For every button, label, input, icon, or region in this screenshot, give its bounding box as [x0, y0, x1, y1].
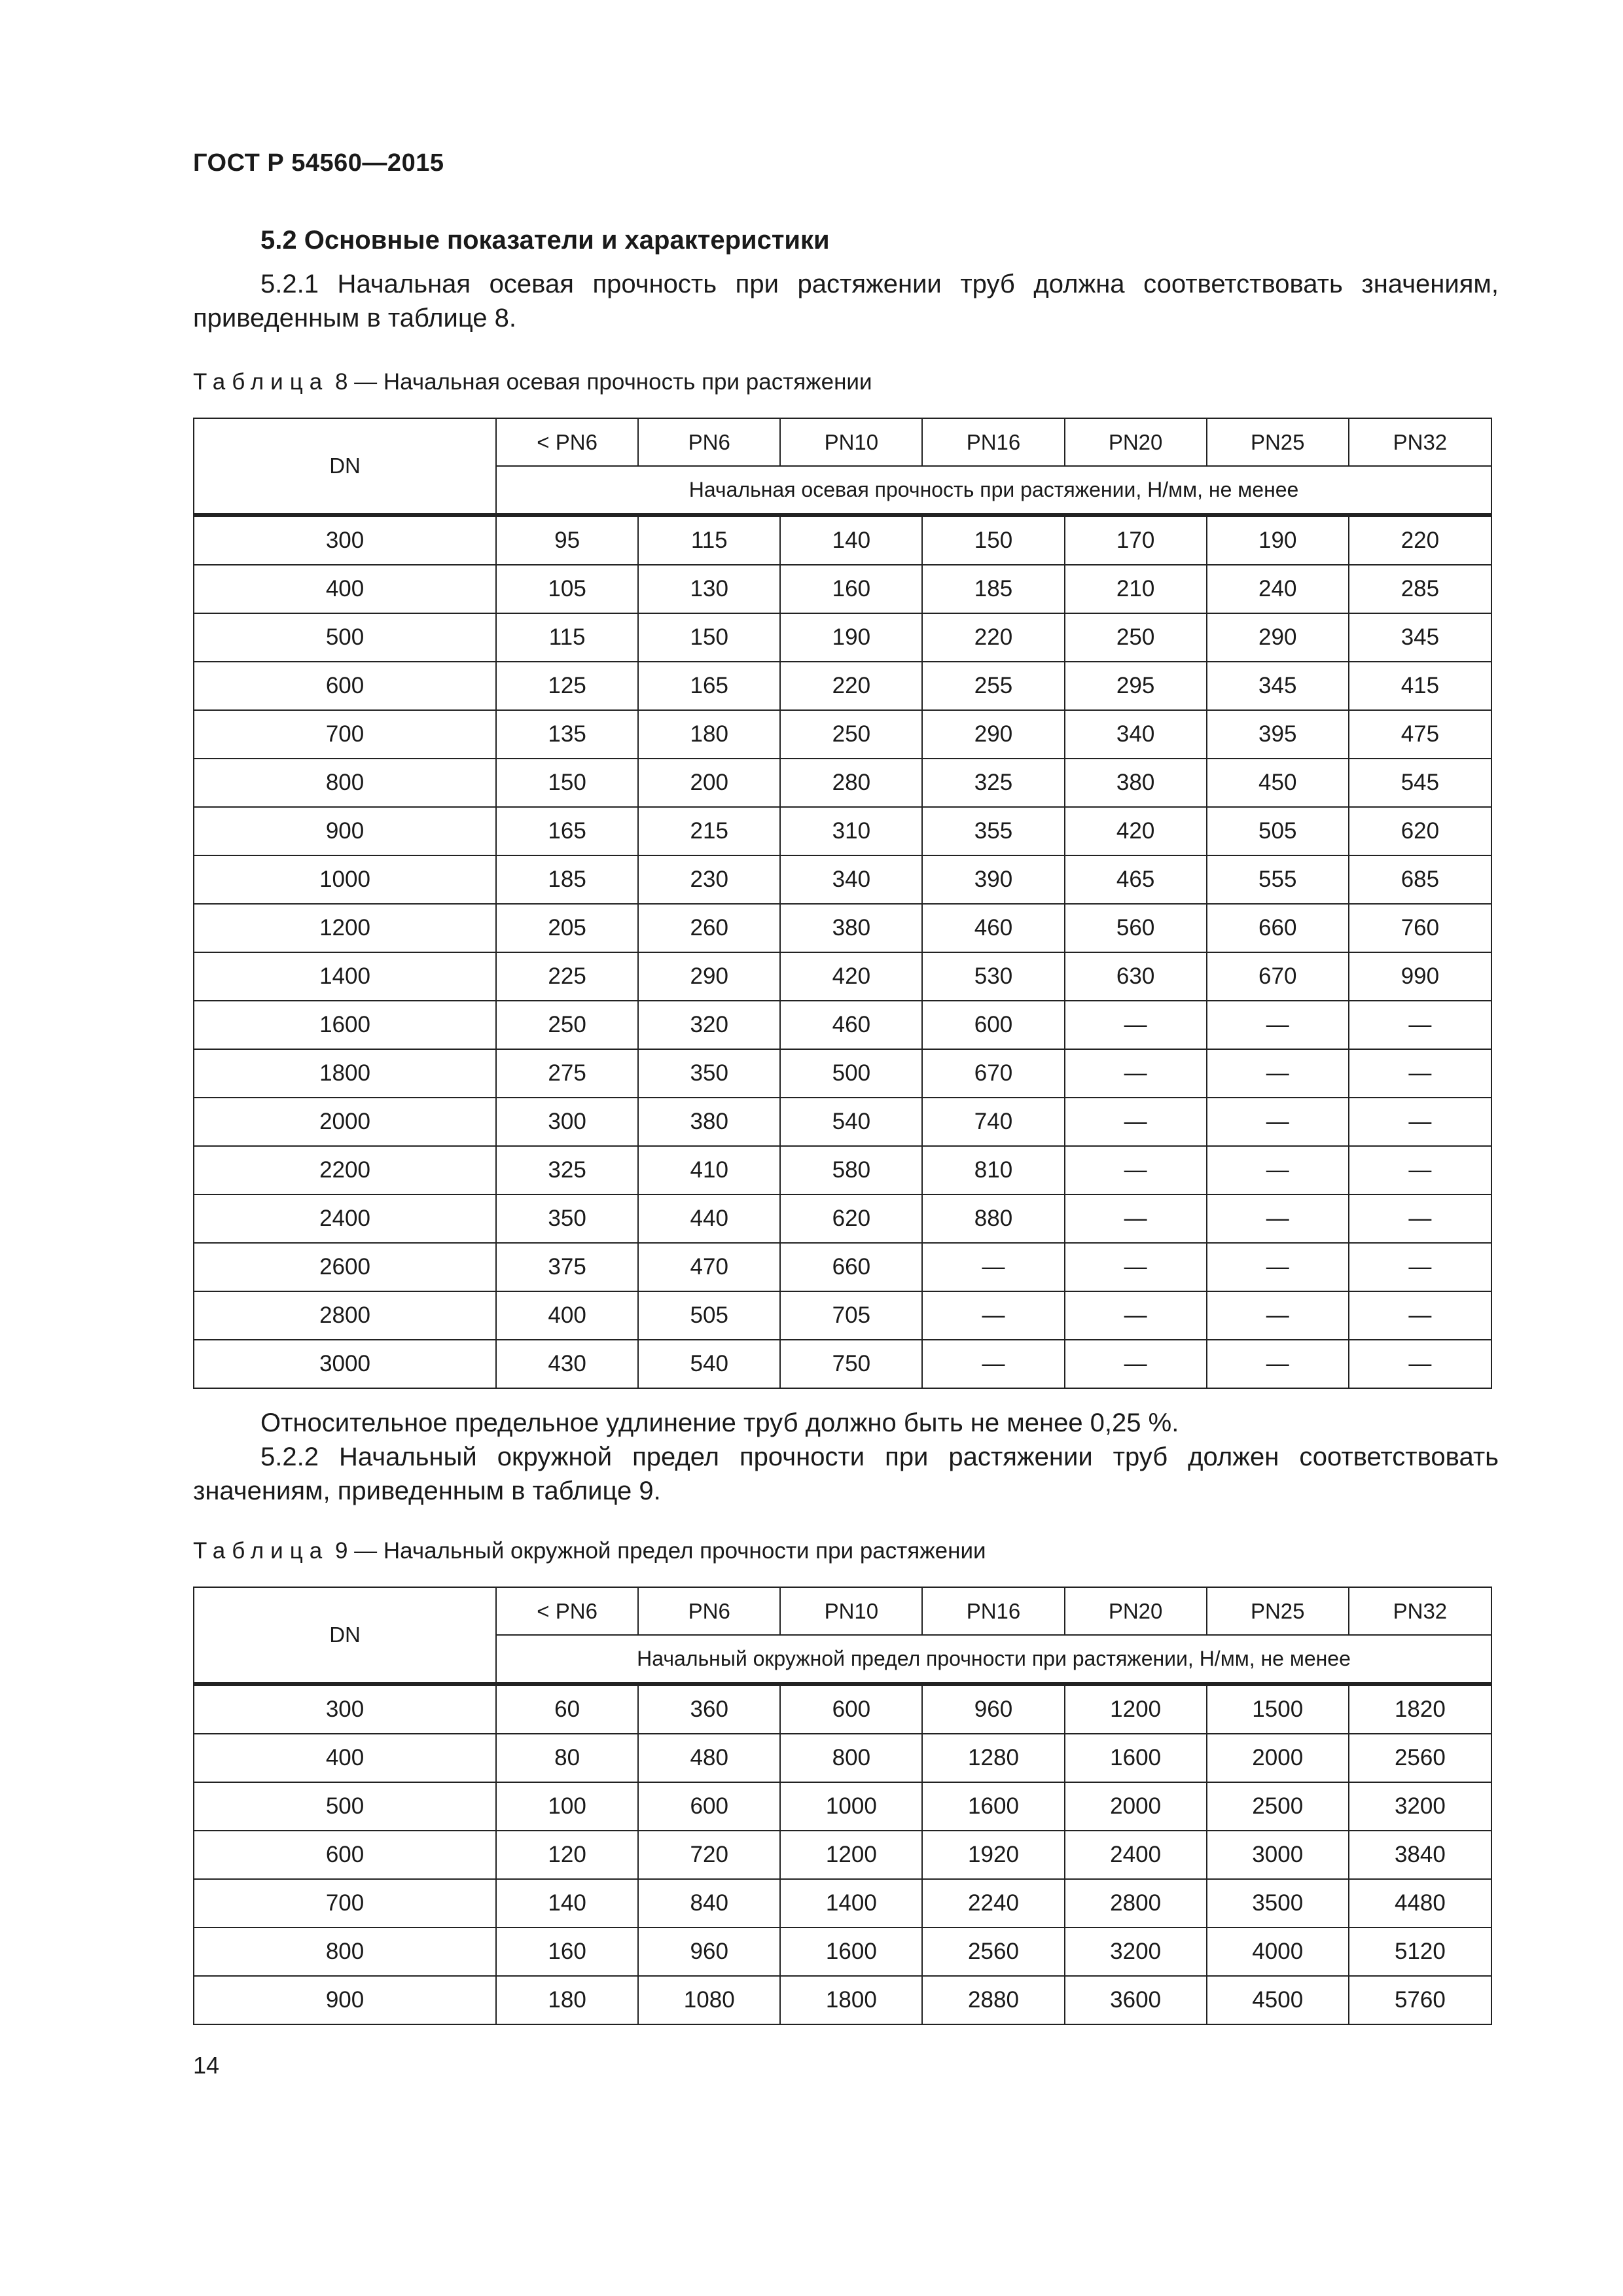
value-cell: —	[1349, 1146, 1491, 1194]
value-cell: 505	[638, 1291, 780, 1340]
value-cell: 4000	[1207, 1928, 1349, 1976]
value-cell: 1600	[780, 1928, 922, 1976]
value-cell: —	[1207, 1001, 1349, 1049]
value-cell: 2500	[1207, 1782, 1349, 1831]
value-cell: 310	[780, 807, 922, 855]
value-cell: 2400	[1065, 1831, 1207, 1879]
value-cell: 3200	[1349, 1782, 1491, 1831]
value-cell: —	[1207, 1049, 1349, 1098]
value-cell: 400	[496, 1291, 638, 1340]
value-cell: 60	[496, 1684, 638, 1734]
table-row	[194, 1734, 1491, 1782]
value-cell: 250	[496, 1001, 638, 1049]
value-cell: 350	[638, 1049, 780, 1098]
value-cell: 1280	[922, 1734, 1064, 1782]
value-cell: 1200	[1065, 1684, 1207, 1734]
value-cell: 250	[1065, 613, 1207, 662]
dn-cell: 600	[194, 662, 496, 710]
value-cell: 95	[496, 515, 638, 565]
value-cell: —	[1065, 1098, 1207, 1146]
column-header: PN6	[638, 418, 780, 466]
value-cell: —	[1349, 1194, 1491, 1243]
value-cell: 1920	[922, 1831, 1064, 1879]
value-cell: 470	[638, 1243, 780, 1291]
value-cell: —	[1207, 1194, 1349, 1243]
value-cell: —	[1349, 1291, 1491, 1340]
value-cell: 150	[496, 759, 638, 807]
dn-cell: 500	[194, 613, 496, 662]
value-cell: 135	[496, 710, 638, 759]
value-cell: 530	[922, 952, 1064, 1001]
value-cell: 165	[496, 807, 638, 855]
value-cell: 560	[1065, 904, 1207, 952]
dn-cell: 800	[194, 1928, 496, 1976]
table-row	[194, 807, 1491, 855]
value-cell: 840	[638, 1879, 780, 1928]
value-cell: 2000	[1065, 1782, 1207, 1831]
value-cell: —	[1065, 1049, 1207, 1098]
column-header: PN25	[1207, 418, 1349, 466]
value-cell: —	[922, 1243, 1064, 1291]
value-cell: 80	[496, 1734, 638, 1782]
paragraph-5-2-1	[193, 267, 1499, 335]
caption-text: 8 — Начальная осевая прочность при растяжении	[334, 369, 872, 395]
value-cell: 340	[1065, 710, 1207, 759]
value-cell: 230	[638, 855, 780, 904]
value-cell: 410	[638, 1146, 780, 1194]
value-cell: 620	[780, 1194, 922, 1243]
value-cell: 660	[1207, 904, 1349, 952]
value-cell: 2560	[1349, 1734, 1491, 1782]
dn-cell: 600	[194, 1831, 496, 1879]
value-cell: 420	[780, 952, 922, 1001]
value-cell: 355	[922, 807, 1064, 855]
table-row	[194, 1049, 1491, 1098]
dn-cell: 2400	[194, 1194, 496, 1243]
column-header: PN16	[922, 418, 1064, 466]
value-cell: 320	[638, 1001, 780, 1049]
value-cell: 740	[922, 1098, 1064, 1146]
table-row	[194, 1684, 1491, 1734]
table-row	[194, 1879, 1491, 1928]
paragraph-5-2-2	[193, 1440, 1499, 1508]
paragraph-text: 5.2.2 Начальный окружной предел прочности при растяжении труб должен соответствовать значениям, приведенным в таблице 9.	[193, 1443, 1499, 1505]
value-cell: 165	[638, 662, 780, 710]
dn-cell: 1400	[194, 952, 496, 1001]
value-cell: 150	[638, 613, 780, 662]
value-cell: 170	[1065, 515, 1207, 565]
dn-cell: 2600	[194, 1243, 496, 1291]
value-cell: 115	[638, 515, 780, 565]
table-row	[194, 1098, 1491, 1146]
value-cell: 115	[496, 613, 638, 662]
value-cell: 1400	[780, 1879, 922, 1928]
column-header: PN16	[922, 1587, 1064, 1635]
dn-header: DN	[194, 1587, 496, 1684]
table-8	[193, 418, 1492, 1389]
value-cell: 240	[1207, 565, 1349, 613]
value-cell: —	[1065, 1001, 1207, 1049]
value-cell: 280	[780, 759, 922, 807]
table-9	[193, 1587, 1492, 2025]
table-row	[194, 1291, 1491, 1340]
value-cell: 475	[1349, 710, 1491, 759]
value-cell: 130	[638, 565, 780, 613]
value-cell: 285	[1349, 565, 1491, 613]
value-cell: 225	[496, 952, 638, 1001]
document-code: ГОСТ Р 54560—2015	[193, 149, 444, 177]
value-cell: 160	[496, 1928, 638, 1976]
value-cell: 1800	[780, 1976, 922, 2024]
value-cell: 185	[496, 855, 638, 904]
value-cell: 505	[1207, 807, 1349, 855]
value-cell: 180	[638, 710, 780, 759]
dn-cell: 700	[194, 1879, 496, 1928]
dn-cell: 2000	[194, 1098, 496, 1146]
value-cell: —	[1207, 1291, 1349, 1340]
value-cell: —	[1207, 1340, 1349, 1388]
caption-word: Таблица	[193, 1538, 329, 1564]
value-cell: 3500	[1207, 1879, 1349, 1928]
value-cell: 380	[1065, 759, 1207, 807]
value-cell: 290	[1207, 613, 1349, 662]
value-cell: 450	[1207, 759, 1349, 807]
value-cell: 420	[1065, 807, 1207, 855]
table-row	[194, 855, 1491, 904]
table-row	[194, 1782, 1491, 1831]
value-cell: 395	[1207, 710, 1349, 759]
value-cell: 325	[922, 759, 1064, 807]
value-cell: 185	[922, 565, 1064, 613]
value-cell: 345	[1207, 662, 1349, 710]
value-cell: 220	[922, 613, 1064, 662]
value-cell: 140	[780, 515, 922, 565]
dn-header: DN	[194, 418, 496, 515]
value-cell: 300	[496, 1098, 638, 1146]
value-cell: 960	[638, 1928, 780, 1976]
value-cell: 540	[638, 1340, 780, 1388]
table-row	[194, 1928, 1491, 1976]
value-cell: 345	[1349, 613, 1491, 662]
table-row	[194, 1001, 1491, 1049]
value-cell: 1600	[922, 1782, 1064, 1831]
value-cell: 215	[638, 807, 780, 855]
value-cell: 190	[780, 613, 922, 662]
table-row	[194, 904, 1491, 952]
value-cell: 220	[780, 662, 922, 710]
value-cell: 600	[922, 1001, 1064, 1049]
dn-cell: 1200	[194, 904, 496, 952]
units-subheader: Начальный окружной предел прочности при растяжении, Н/мм, не менее	[496, 1635, 1491, 1684]
value-cell: 1200	[780, 1831, 922, 1879]
value-cell: 1500	[1207, 1684, 1349, 1734]
paragraph-text: 5.2.1 Начальная осевая прочность при растяжении труб должна соответствовать значениям, приведенным в таблице 8.	[193, 270, 1499, 332]
table-row	[194, 1243, 1491, 1291]
value-cell: 190	[1207, 515, 1349, 565]
value-cell: 290	[638, 952, 780, 1001]
value-cell: 480	[638, 1734, 780, 1782]
column-header: < PN6	[496, 418, 638, 466]
value-cell: 325	[496, 1146, 638, 1194]
dn-cell: 2200	[194, 1146, 496, 1194]
paragraph-text: Относительное предельное удлинение труб должно быть не менее 0,25 %.	[260, 1408, 1179, 1437]
value-cell: 705	[780, 1291, 922, 1340]
value-cell: 220	[1349, 515, 1491, 565]
table-row	[194, 1831, 1491, 1879]
column-header: PN25	[1207, 1587, 1349, 1635]
value-cell: 990	[1349, 952, 1491, 1001]
caption-word: Таблица	[193, 369, 329, 395]
value-cell: 3840	[1349, 1831, 1491, 1879]
table-row	[194, 1340, 1491, 1388]
value-cell: 200	[638, 759, 780, 807]
value-cell: 160	[780, 565, 922, 613]
value-cell: 180	[496, 1976, 638, 2024]
value-cell: 460	[922, 904, 1064, 952]
value-cell: 685	[1349, 855, 1491, 904]
value-cell: —	[1065, 1243, 1207, 1291]
value-cell: —	[1349, 1243, 1491, 1291]
dn-cell: 900	[194, 807, 496, 855]
value-cell: 290	[922, 710, 1064, 759]
value-cell: 810	[922, 1146, 1064, 1194]
dn-cell: 2800	[194, 1291, 496, 1340]
table-8-caption	[193, 369, 872, 395]
value-cell: 2560	[922, 1928, 1064, 1976]
value-cell: 630	[1065, 952, 1207, 1001]
value-cell: 340	[780, 855, 922, 904]
value-cell: 760	[1349, 904, 1491, 952]
value-cell: 500	[780, 1049, 922, 1098]
column-header: PN20	[1065, 418, 1207, 466]
value-cell: 720	[638, 1831, 780, 1879]
value-cell: 390	[922, 855, 1064, 904]
value-cell: 210	[1065, 565, 1207, 613]
table-row	[194, 710, 1491, 759]
value-cell: —	[1349, 1340, 1491, 1388]
dn-cell: 800	[194, 759, 496, 807]
value-cell: 380	[638, 1098, 780, 1146]
value-cell: —	[1065, 1194, 1207, 1243]
value-cell: 555	[1207, 855, 1349, 904]
value-cell: —	[1065, 1340, 1207, 1388]
value-cell: 800	[780, 1734, 922, 1782]
value-cell: 3200	[1065, 1928, 1207, 1976]
value-cell: 295	[1065, 662, 1207, 710]
value-cell: 100	[496, 1782, 638, 1831]
value-cell: 540	[780, 1098, 922, 1146]
value-cell: 275	[496, 1049, 638, 1098]
value-cell: 4500	[1207, 1976, 1349, 2024]
value-cell: 380	[780, 904, 922, 952]
table-row	[194, 1194, 1491, 1243]
value-cell: 2800	[1065, 1879, 1207, 1928]
table-row	[194, 613, 1491, 662]
value-cell: 670	[1207, 952, 1349, 1001]
column-header: PN20	[1065, 1587, 1207, 1635]
value-cell: —	[1349, 1049, 1491, 1098]
value-cell: 1000	[780, 1782, 922, 1831]
value-cell: 880	[922, 1194, 1064, 1243]
value-cell: 360	[638, 1684, 780, 1734]
value-cell: 440	[638, 1194, 780, 1243]
value-cell: 600	[638, 1782, 780, 1831]
value-cell: 750	[780, 1340, 922, 1388]
dn-cell: 300	[194, 515, 496, 565]
value-cell: —	[1349, 1001, 1491, 1049]
column-header: PN10	[780, 1587, 922, 1635]
value-cell: 2880	[922, 1976, 1064, 2024]
value-cell: 205	[496, 904, 638, 952]
column-header: PN6	[638, 1587, 780, 1635]
value-cell: 3600	[1065, 1976, 1207, 2024]
dn-cell: 900	[194, 1976, 496, 2024]
value-cell: 545	[1349, 759, 1491, 807]
value-cell: —	[1207, 1243, 1349, 1291]
table-row	[194, 1976, 1491, 2024]
value-cell: 250	[780, 710, 922, 759]
dn-cell: 1600	[194, 1001, 496, 1049]
caption-text: 9 — Начальный окружной предел прочности при растяжении	[334, 1538, 986, 1564]
value-cell: —	[922, 1291, 1064, 1340]
value-cell: 2240	[922, 1879, 1064, 1928]
column-header: PN10	[780, 418, 922, 466]
dn-cell: 300	[194, 1684, 496, 1734]
table-row	[194, 565, 1491, 613]
table-row	[194, 759, 1491, 807]
table-row	[194, 662, 1491, 710]
value-cell: 5760	[1349, 1976, 1491, 2024]
value-cell: 1820	[1349, 1684, 1491, 1734]
value-cell: 150	[922, 515, 1064, 565]
value-cell: 960	[922, 1684, 1064, 1734]
value-cell: 125	[496, 662, 638, 710]
dn-cell: 700	[194, 710, 496, 759]
value-cell: 4480	[1349, 1879, 1491, 1928]
value-cell: 465	[1065, 855, 1207, 904]
dn-cell: 400	[194, 1734, 496, 1782]
value-cell: 3000	[1207, 1831, 1349, 1879]
value-cell: —	[922, 1340, 1064, 1388]
value-cell: 5120	[1349, 1928, 1491, 1976]
column-header: < PN6	[496, 1587, 638, 1635]
value-cell: 415	[1349, 662, 1491, 710]
value-cell: 140	[496, 1879, 638, 1928]
value-cell: 620	[1349, 807, 1491, 855]
table-row	[194, 1146, 1491, 1194]
value-cell: 105	[496, 565, 638, 613]
dn-cell: 3000	[194, 1340, 496, 1388]
value-cell: —	[1065, 1291, 1207, 1340]
value-cell: 1080	[638, 1976, 780, 2024]
column-header: PN32	[1349, 1587, 1491, 1635]
page-number: 14	[193, 2052, 220, 2079]
value-cell: 120	[496, 1831, 638, 1879]
value-cell: 255	[922, 662, 1064, 710]
table-9-caption	[193, 1538, 986, 1564]
value-cell: 375	[496, 1243, 638, 1291]
value-cell: —	[1207, 1146, 1349, 1194]
value-cell: 660	[780, 1243, 922, 1291]
value-cell: —	[1207, 1098, 1349, 1146]
value-cell: 1600	[1065, 1734, 1207, 1782]
value-cell: —	[1349, 1098, 1491, 1146]
value-cell: 580	[780, 1146, 922, 1194]
section-title: 5.2 Основные показатели и характеристики	[260, 226, 830, 255]
dn-cell: 500	[194, 1782, 496, 1831]
dn-cell: 1800	[194, 1049, 496, 1098]
column-header: PN32	[1349, 418, 1491, 466]
paragraph-elongation	[193, 1406, 1499, 1440]
value-cell: —	[1065, 1146, 1207, 1194]
table-row	[194, 515, 1491, 565]
dn-cell: 1000	[194, 855, 496, 904]
value-cell: 350	[496, 1194, 638, 1243]
value-cell: 670	[922, 1049, 1064, 1098]
table-row	[194, 952, 1491, 1001]
value-cell: 430	[496, 1340, 638, 1388]
value-cell: 600	[780, 1684, 922, 1734]
dn-cell: 400	[194, 565, 496, 613]
units-subheader: Начальная осевая прочность при растяжении, Н/мм, не менее	[496, 466, 1491, 515]
value-cell: 260	[638, 904, 780, 952]
value-cell: 460	[780, 1001, 922, 1049]
value-cell: 2000	[1207, 1734, 1349, 1782]
